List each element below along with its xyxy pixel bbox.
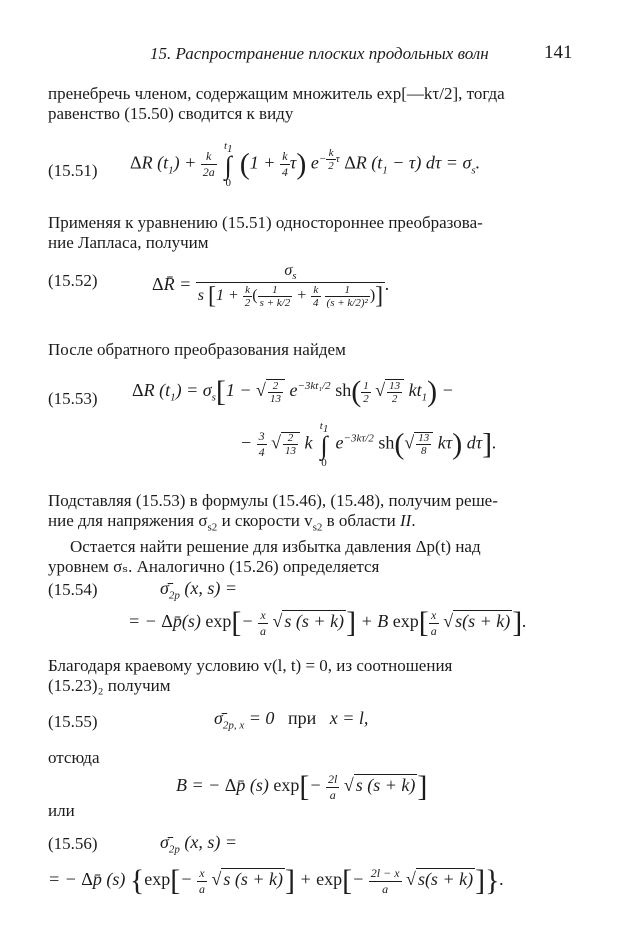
text-line: ние Лапласа, получим — [48, 233, 209, 252]
text-line: Остается найти решение для избытка давления Δp(t) над — [70, 537, 481, 557]
text-line: уровнем σₛ. Аналогично (15.26) определяется — [48, 557, 380, 577]
word-pri: при — [287, 708, 317, 728]
page-number: 141 — [544, 42, 573, 63]
equation-number-15-54: (15.54) — [48, 580, 98, 599]
equation-15-51: ΔR $(t_1)$ + $\frac{k}{2a}$ $t_1$ ∫ 0 (1 + $\frac{k}{4}$ τ) $e^{- \frac{k}{2} \tau}$ ΔR $(t_1 - \tau) d\tau = \sigma_s$. — [130, 140, 481, 190]
paragraph-3 — [48, 340, 568, 360]
text-line: пренебречь членом, содержащим множитель exp[—kτ/2], тогда — [48, 84, 505, 103]
equation-number-15-51: (15.51) — [48, 161, 98, 180]
equation-15-53-line-1: ΔR $(t_1) = \sigma_s[1$ − √ $\frac{2}{13}$ $e^{-3kt_1/2}$ sh( $\frac{1}{2}$ √ $\frac{13}{2}$ $kt_1$) − — [132, 375, 454, 408]
text-fragment: . — [411, 511, 416, 530]
paragraph-5 — [48, 656, 568, 696]
text-line: Применяя к уравнению (15.51) одностороннее преобразова- — [48, 213, 483, 232]
equation-number-15-53: (15.53) — [48, 389, 98, 408]
word-ili: или — [48, 801, 75, 820]
text-line-composite: ние для напряжения $\sigma_{s2}$ и скорости $v_{s2}$ в области II. — [48, 511, 416, 534]
page-header — [0, 42, 619, 66]
paragraph-4 — [48, 491, 568, 577]
text-fragment: II — [400, 511, 412, 530]
text-fragment: и скорости v — [217, 511, 313, 530]
equation-number-15-52: (15.52) — [48, 271, 98, 290]
equation-15-56-line-1: $\sigmā_{2p}$ (x, s) = — [160, 832, 238, 856]
equation-15-55: $\sigmā_{2p, x} = 0$ при x = l, — [214, 708, 369, 732]
text-line: равенство (15.50) сводится к виду — [48, 104, 294, 123]
text-line: Благодаря краевому условию v(l, t) = 0, из соотношения — [48, 656, 453, 675]
equation-15-54-line-1: $\sigmā_{2p}$ (x, s) = — [160, 578, 238, 602]
equation-number-15-56: (15.56) — [48, 834, 98, 853]
equation-b: B = − Δp̄ (s) exp[− $\frac{2l}{a}$ √ s (s + k)] — [176, 770, 428, 803]
equation-15-56-line-2: = − Δp̄ (s) {exp[− $\frac{x}{a}$ √ s (s + k)] + exp[− $\frac{2l - x}{a}$ √ s(s + k)]}. — [48, 864, 504, 897]
word-otsyuda: отсюда — [48, 748, 100, 767]
running-title: 15. Распространение плоских продольных волн — [150, 44, 489, 63]
text-line: Подставляя (15.53) в формулы (15.46), (15.48), получим реше- — [48, 491, 498, 510]
text-line: После обратного преобразования найдем — [48, 340, 346, 359]
equation-number-15-55: (15.55) — [48, 712, 98, 731]
equation-15-54-line-2: = − Δp̄(s) exp[− $\frac{x}{a}$ √ s (s + k)] + B exp[ $\frac{x}{a}$ √ s(s + k)]. — [128, 606, 527, 639]
paragraph-1 — [48, 84, 568, 124]
text-fragment: в области — [322, 511, 400, 530]
text-fragment: ние для напряжения σ — [48, 511, 208, 530]
text-line: (15.23)₂ получим — [48, 676, 171, 695]
paragraph-2 — [48, 213, 568, 253]
equation-15-53-line-2: − $\frac{3}{4}$ √ $\frac{2}{13}$ k $t_1$ ∫ 0 $e^{-3k\tau/2}$ sh(√ $\frac{13}{8}$ kτ) dτ]. — [240, 420, 497, 470]
equation-15-52: ΔR̄ = $\sigma_s$ s [1 + $\frac{k}{2}$ ( $\frac{1}{s + k/2}$ + $\frac{k}{4}$ $\frac{1}{\text{(s + k/2)²}}$ )] . — [152, 262, 390, 310]
